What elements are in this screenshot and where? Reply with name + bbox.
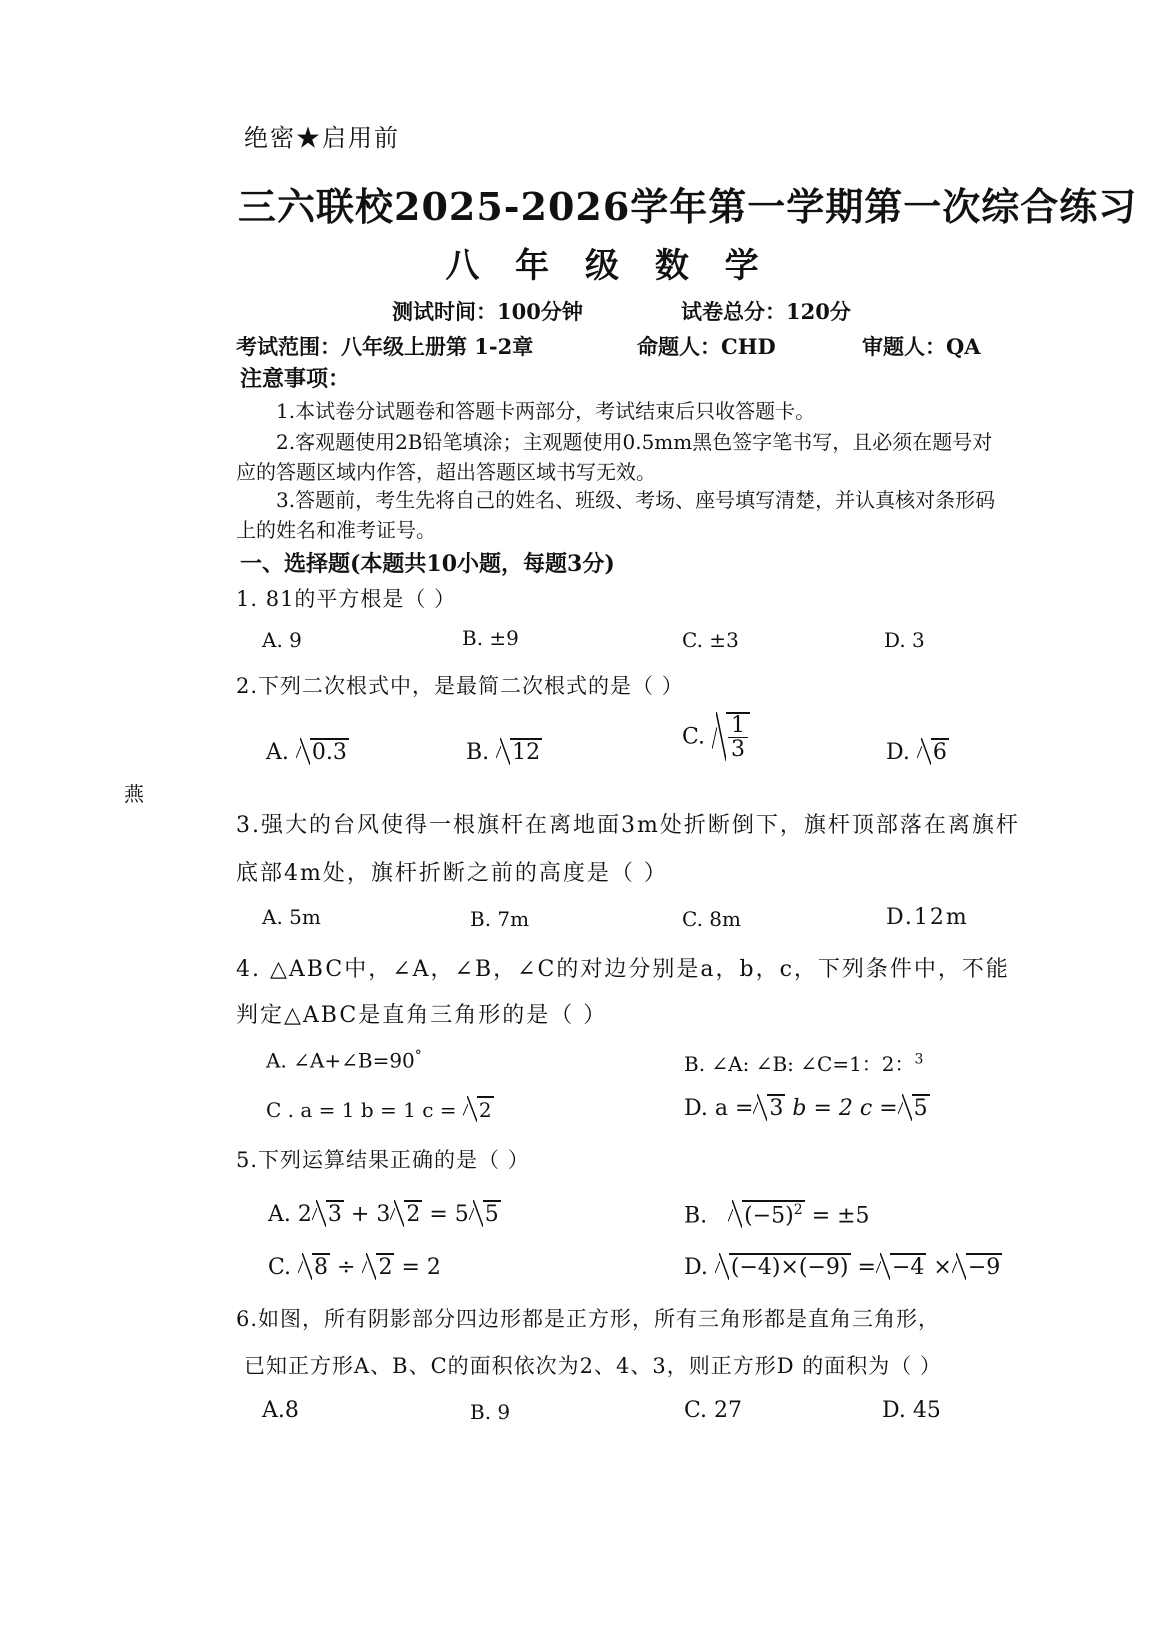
question-3-option-a: A. 5m — [262, 905, 321, 929]
notice-line-2b: 应的答题区域内作答，超出答题区域书写无效。 — [236, 460, 656, 484]
secret-mark: 绝密★启用前 — [244, 124, 400, 152]
question-2-option-a: A. 0.3 — [266, 740, 347, 765]
question-4-option-b: B. ∠A: ∠B: ∠C=1：2：$^3$ — [684, 1051, 924, 1076]
sqrt-symbol: 8 — [298, 1253, 330, 1280]
question-4-stem-2: 判定△ABC是直角三角形的是（ ） — [236, 1003, 608, 1028]
question-6-option-b: B. 9 — [470, 1400, 511, 1424]
score-info: 试卷总分：120分 — [681, 299, 851, 324]
sqrt-symbol: $(-5)^2$ — [728, 1200, 805, 1228]
scope-info: 考试范围：八年级上册第 1-2章 — [236, 334, 534, 359]
question-1-option-a: A. 9 — [262, 628, 302, 652]
question-6-option-c: C. 27 — [684, 1398, 743, 1423]
question-1-option-d: D. 3 — [884, 628, 925, 652]
question-5-option-d: D. (−4)×(−9) = −4 × −9 — [684, 1255, 1001, 1280]
sqrt-symbol: −9 — [952, 1253, 1002, 1280]
question-2-stem: 2.下列二次根式中，是最简二次根式的是（ ） — [236, 674, 684, 698]
notice-line-3a: 3.答题前，考生先将自己的姓名、班级、考场、座号填写清楚，并认真核对条形码 — [276, 488, 996, 512]
question-4-option-d: D. a = 3 b = 2 c = 5 — [684, 1096, 928, 1121]
question-6-option-d: D. 45 — [882, 1398, 941, 1423]
notice-line-2a: 2.客观题使用2B铅笔填涂；主观题使用0.5mm黑色签字笔书写，且必须在题号对 — [276, 430, 993, 454]
exam-title: 三六联校2025-2026学年第一学期第一次综合练习 — [238, 184, 1138, 229]
question-3-option-b: B. 7m — [470, 907, 530, 931]
sqrt-symbol: 5 — [469, 1200, 501, 1227]
reviewer-info: 审题人：QA — [862, 334, 981, 359]
question-2-option-d: D. 6 — [886, 740, 947, 765]
question-5-option-b: B. $(-5)^2 = \pm 5$ — [684, 1202, 870, 1229]
question-1-option-c: C. ±3 — [682, 628, 739, 652]
question-5-option-c: C. 8 ÷ 2 = 2 — [268, 1255, 441, 1280]
question-4-option-c: C . a = 1 b = 1 c = 2 — [266, 1098, 492, 1122]
question-1-stem: 1. 81的平方根是（ ） — [236, 587, 457, 611]
question-3-stem-1: 3.强大的台风使得一根旗杆在离地面3m处折断倒下，旗杆顶部落在离旗杆 — [236, 813, 1020, 838]
question-6-option-a: A.8 — [262, 1398, 299, 1423]
question-5-option-a: A. 2 3 + 3 2 = 5 5 — [268, 1202, 499, 1227]
question-2-option-c: C. $\frac{1}{3}$ — [682, 712, 750, 761]
sqrt-symbol: 5 — [898, 1094, 930, 1121]
notice-line-1: 1.本试卷分试题卷和答题卡两部分，考试结束后只收答题卡。 — [276, 399, 816, 423]
question-2-option-b: B. 12 — [466, 740, 541, 765]
question-3-option-c: C. 8m — [682, 907, 741, 931]
sqrt-symbol: (−4)×(−9) — [715, 1253, 851, 1280]
sqrt-symbol: 3 — [312, 1200, 344, 1227]
sqrt-symbol: 12 — [496, 738, 542, 765]
question-6-stem-2: 已知正方形A、B、C的面积依次为2、4、3，则正方形D 的面积为（ ） — [244, 1354, 942, 1378]
fraction: $\frac{1}{3}$ — [728, 714, 748, 761]
question-6-stem-1: 6.如图，所有阴影部分四边形都是正方形，所有三角形都是直角三角形， — [236, 1307, 941, 1331]
exam-subject: 八 年 级 数 学 — [445, 246, 771, 286]
sqrt-symbol: 6 — [917, 738, 949, 765]
sqrt-symbol: 2 — [362, 1253, 394, 1280]
question-3-stem-2: 底部4m处，旗杆折断之前的高度是（ ） — [236, 861, 668, 886]
sqrt-symbol: 0.3 — [296, 738, 349, 765]
section-title: 一、选择题(本题共10小题，每题3分) — [240, 551, 615, 577]
sqrt-symbol: 2 — [463, 1096, 494, 1122]
sqrt-symbol: 3 — [753, 1094, 785, 1121]
question-1-option-b: B. ±9 — [462, 626, 519, 650]
notice-heading: 注意事项： — [240, 366, 351, 392]
question-4-option-a: A. ∠A+∠B=90° — [266, 1048, 422, 1073]
margin-char: 燕 — [124, 782, 144, 806]
notice-line-3b: 上的姓名和准考证号。 — [236, 518, 436, 542]
sqrt-symbol: −4 — [876, 1253, 926, 1280]
sqrt-symbol — [712, 712, 750, 761]
question-4-stem-1: 4. △ABC中，∠A，∠B，∠C的对边分别是a，b，c，下列条件中，不能 — [236, 957, 1010, 982]
sqrt-symbol: 2 — [390, 1200, 422, 1227]
question-5-stem: 5.下列运算结果正确的是（ ） — [236, 1148, 530, 1172]
author-info: 命题人：CHD — [637, 334, 776, 359]
time-info: 测试时间：100分钟 — [392, 299, 583, 324]
question-3-option-d: D.12m — [886, 905, 969, 930]
